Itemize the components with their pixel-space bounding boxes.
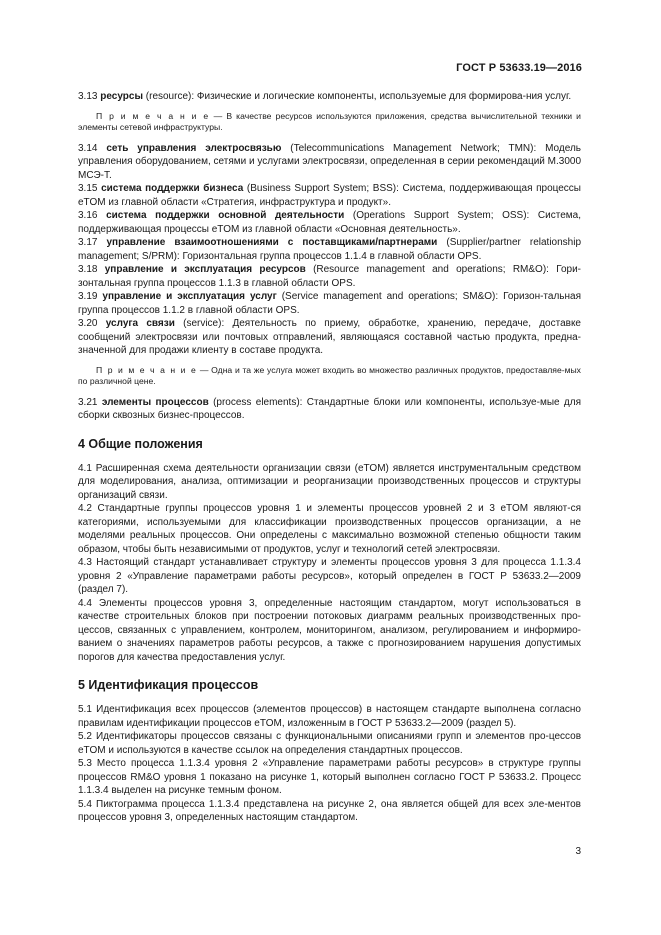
definition-term: управление взаимоотношениями с поставщиками/партнерами bbox=[106, 237, 438, 248]
definition-3-21 bbox=[78, 396, 581, 423]
paragraph-4-1: 4.1 Расширенная схема деятельности организации связи (eTOM) является инструментальным средством для моделирования, анализа, оптимизации и реорганизации производственных процессов и структуры организаций связи. bbox=[78, 462, 581, 501]
page-number: 3 bbox=[575, 846, 581, 857]
note-label: П р и м е ч а н и е bbox=[96, 364, 198, 375]
definition-3-17 bbox=[78, 236, 581, 263]
definition-text: (process elements): Стандартные блоки или компоненты, используе-мые для сборки сквозных бизнес-процессов. bbox=[78, 396, 581, 421]
definition-3-15 bbox=[78, 182, 581, 209]
note-label: П р и м е ч а н и е bbox=[96, 110, 210, 121]
definition-3-19 bbox=[78, 290, 581, 317]
definition-number: 3.19 bbox=[78, 291, 98, 302]
definition-term: услуга связи bbox=[105, 318, 175, 329]
paragraph-4-3: 4.3 Настоящий стандарт устанавливает структуру и элементы процессов уровня 3 для процесса 1.1.3.4 уровня 2 «Управление параметрами работы ресурсов», который определен в ГОСТ Р 53633.2—2009 (раздел 7). bbox=[78, 557, 581, 595]
note-text: — В качестве ресурсов используются приложения, средства вычислительной техники и элементы сетевой инфраструктуры. bbox=[78, 110, 581, 132]
definition-number: 3.21 bbox=[78, 396, 98, 408]
definition-term: ресурсы bbox=[100, 91, 143, 102]
definition-number: 3.17 bbox=[78, 237, 98, 248]
note-text: — Одна и та же услуга может входить во множество различных продуктов, предоставляе-мых по различной цене. bbox=[78, 364, 581, 386]
definition-term: система поддержки основной деятельности bbox=[106, 210, 345, 221]
definition-3-20 bbox=[78, 317, 581, 358]
definition-text: (resource): Физические и логические компоненты, используемые для формирова-ния услуг. bbox=[143, 91, 572, 102]
paragraph-5-2: 5.2 Идентификаторы процессов связаны с функциональными описаниями групп и элементов про-цессов eTOM и используются в качестве ссылок на определения стандартных процессов. bbox=[78, 731, 581, 756]
definition-text: (Telecommunications Management Network; TMN): Модель управления оборудованием, сетями и услугами электросвязи, определенная в серии рекомендаций М.3000 МСЭ-Т. bbox=[78, 142, 582, 181]
definition-text: (Business Support System; BSS): Система, поддерживающая процессы eTOM из главной области «Стратегия, инфраструктура и продукт». bbox=[78, 183, 581, 208]
definition-3-16 bbox=[78, 209, 581, 236]
definition-text: (Supplier/partner relationship management; S/PRM): Горизонтальная группа процессов 1.1.4 в главной области OPS. bbox=[78, 237, 582, 262]
definition-number: 3.20 bbox=[78, 318, 98, 329]
definition-number: 3.16 bbox=[78, 210, 98, 221]
definition-text: (Resource management and operations; RM&O): Гори-зонтальная группа процессов 1.1.3 в главной области OPS. bbox=[78, 264, 581, 289]
paragraph-4-4: 4.4 Элементы процессов уровня 3, определенные настоящим стандартом, могут использоваться в качестве строительных блоков при построении потоковых диаграмм реальных производственных про-цессов, связанных с управлением, контролем, мониторингом, анализом, регулированием и информиро-ванием о значениях параметров работы ресурсов, а также с прогнозированием нарушения допустимых порогов для качества предоставления услуг. bbox=[78, 597, 581, 663]
document-body bbox=[78, 90, 581, 825]
definition-number: 3.18 bbox=[78, 264, 98, 275]
definition-number: 3.13 bbox=[78, 91, 98, 102]
section-4-heading: 4 Общие положения bbox=[78, 436, 203, 451]
note-service bbox=[78, 365, 581, 388]
paragraph-5-1: 5.1 Идентификация всех процессов (элементов процессов) в настоящем стандарте выполнена согласно правилам идентификации процессов eTOM, изложенным в ГОСТ Р 53633.2—2009 (раздел 5). bbox=[78, 704, 581, 729]
section-5-heading: 5 Идентификация процессов bbox=[78, 678, 259, 692]
definition-term: управление и эксплуатация ресурсов bbox=[104, 264, 306, 275]
definition-text: (Operations Support System; OSS): Система, поддерживающая процессы eTOM из главной области «Основная деятельность». bbox=[78, 210, 581, 235]
definition-term: система поддержки бизнеса bbox=[101, 183, 244, 194]
definition-number: 3.14 bbox=[78, 142, 98, 154]
definition-number: 3.15 bbox=[78, 183, 98, 194]
paragraph-5-4: 5.4 Пиктограмма процесса 1.1.3.4 представлена на рисунке 2, она является общей для всех эле-ментов процессов уровня 3, определенных настоящим стандартом. bbox=[78, 798, 581, 823]
definition-text: (Service management and operations; SM&O): Горизон-тальная группа процессов 1.1.2 в главной области OPS. bbox=[78, 291, 582, 316]
standard-code: ГОСТ Р 53633.19—2016 bbox=[456, 62, 582, 74]
definition-3-13 bbox=[78, 90, 581, 104]
definition-term: управление и эксплуатация услуг bbox=[102, 291, 277, 302]
note-resources bbox=[78, 111, 581, 134]
definition-text: (service): Деятельность по приему, обработке, хранению, передаче, доставке сообщений электросвязи или почтовых отправлений, являющаяся составной частью продукта, предна-значенной для продажи клиенту в составе продукта. bbox=[78, 318, 581, 356]
paragraph-4-2: 4.2 Стандартные группы процессов уровня 1 и элементы процессов уровней 2 и 3 eTOM являют-ся категориями, используемыми для классификации производственных процессов организации, а не моделями реальных процессов. Они определены с максимально возможной степенью общности таким образом, чтобы быть независимыми от продуктов, услуг и технологий сетей электросвязи. bbox=[78, 503, 581, 555]
definition-term: элементы процессов bbox=[101, 396, 209, 408]
definition-3-18 bbox=[78, 263, 581, 290]
paragraph-5-3: 5.3 Место процесса 1.1.3.4 уровня 2 «Управление параметрами работы ресурсов» в структуре группы процессов RM&O уровня 1 показано на рисунке 1, который выполнен согласно ГОСТ Р 53633.2. Процесс 1.1.3.4 выделен на рисунке темным фоном. bbox=[78, 758, 581, 796]
definition-term: сеть управления электросвязью bbox=[106, 142, 282, 154]
definition-3-14 bbox=[78, 142, 581, 183]
